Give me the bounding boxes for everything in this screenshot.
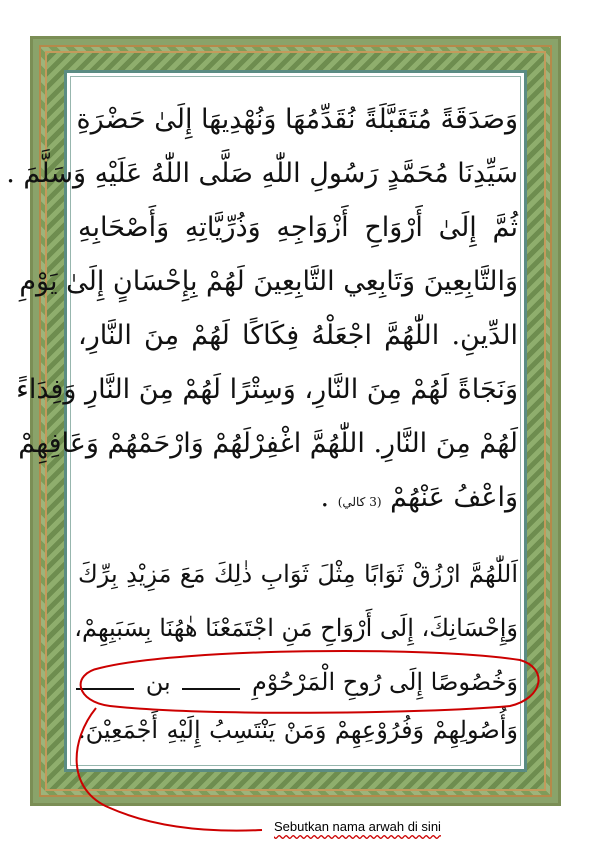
doa-line-7: لَهُمْ مِنَ النَّارِ. اللّٰهُمَّ اغْفِرْلَهُمْ وَارْحَمْهُمْ وَعَافِهِمْ <box>18 428 518 459</box>
annotation-text: Sebutkan nama arwah di sini <box>274 819 441 834</box>
callout-line <box>77 708 262 831</box>
doa-line-8-end: . <box>320 482 330 513</box>
highlight-ellipse <box>81 651 539 713</box>
doa-line-3: ثُمَّ إِلَىٰ أَرْوَاحِ أَزْوَاجِهِ وَذُرِّيَّاتِهِ وَأَصْحَابِهِ <box>78 212 518 243</box>
repeat-note: (3 كالي) <box>337 495 382 509</box>
doa2-line-3-start: وَخُصُوصًا إِلَى رُوحِ الْمَرْحُوْمِ <box>251 668 518 696</box>
doa-line-6: وَنَجَاةً لَهُمْ مِنَ النَّارِ، وَسِتْرًا لَهُمْ مِنَ النَّارِ وَفِدَاءً <box>16 374 518 405</box>
doa2-line-4: وَأُصُولِهِمْ وَفُرُوْعِهِمْ وَمَنْ يَنْتَسِبُ إِلَيْهِ أَجْمَعِيْنَ. <box>78 716 518 744</box>
doa2-line-3-mid: بن <box>145 668 171 696</box>
doa-line-5: الدِّينِ. اللّٰهُمَّ اجْعَلْهُ فِكَاكًا لَهُمْ مِنَ النَّارِ، <box>78 320 518 351</box>
doa2-line-2: وَإِحْسَانِكَ، إِلَى أَرْوَاحِ مَنِ اجْتَمَعْنَا هٰهُنَا بِسَبَبِهِمْ، <box>74 614 518 642</box>
doa-line-8-text: وَاعْفُ عَنْهُمْ <box>390 482 518 513</box>
doa-line-4: وَالتَّابِعِينَ وَتَابِعِي التَّابِعِينَ لَهُمْ بِإِحْسَانٍ إِلَىٰ يَوْمِ <box>19 266 518 297</box>
doa2-line-1: اَللّٰهُمَّ ارْزُقْ ثَوَابًا مِثْلَ ثَوَابِ ذٰلِكَ مَعَ مَزِيْدِ بِرِّكَ <box>78 560 518 588</box>
doa-line-1: وَصَدَقَةً مُتَقَبَّلَةً نُقَدِّمُهَا وَنُهْدِيهَا إِلَىٰ حَضْرَةِ <box>76 104 518 135</box>
doa-line-2: سَيِّدِنَا مُحَمَّدٍ رَسُولِ اللّٰهِ صَلَّى اللّٰهُ عَلَيْهِ وَسَلَّمَ . <box>6 158 518 189</box>
